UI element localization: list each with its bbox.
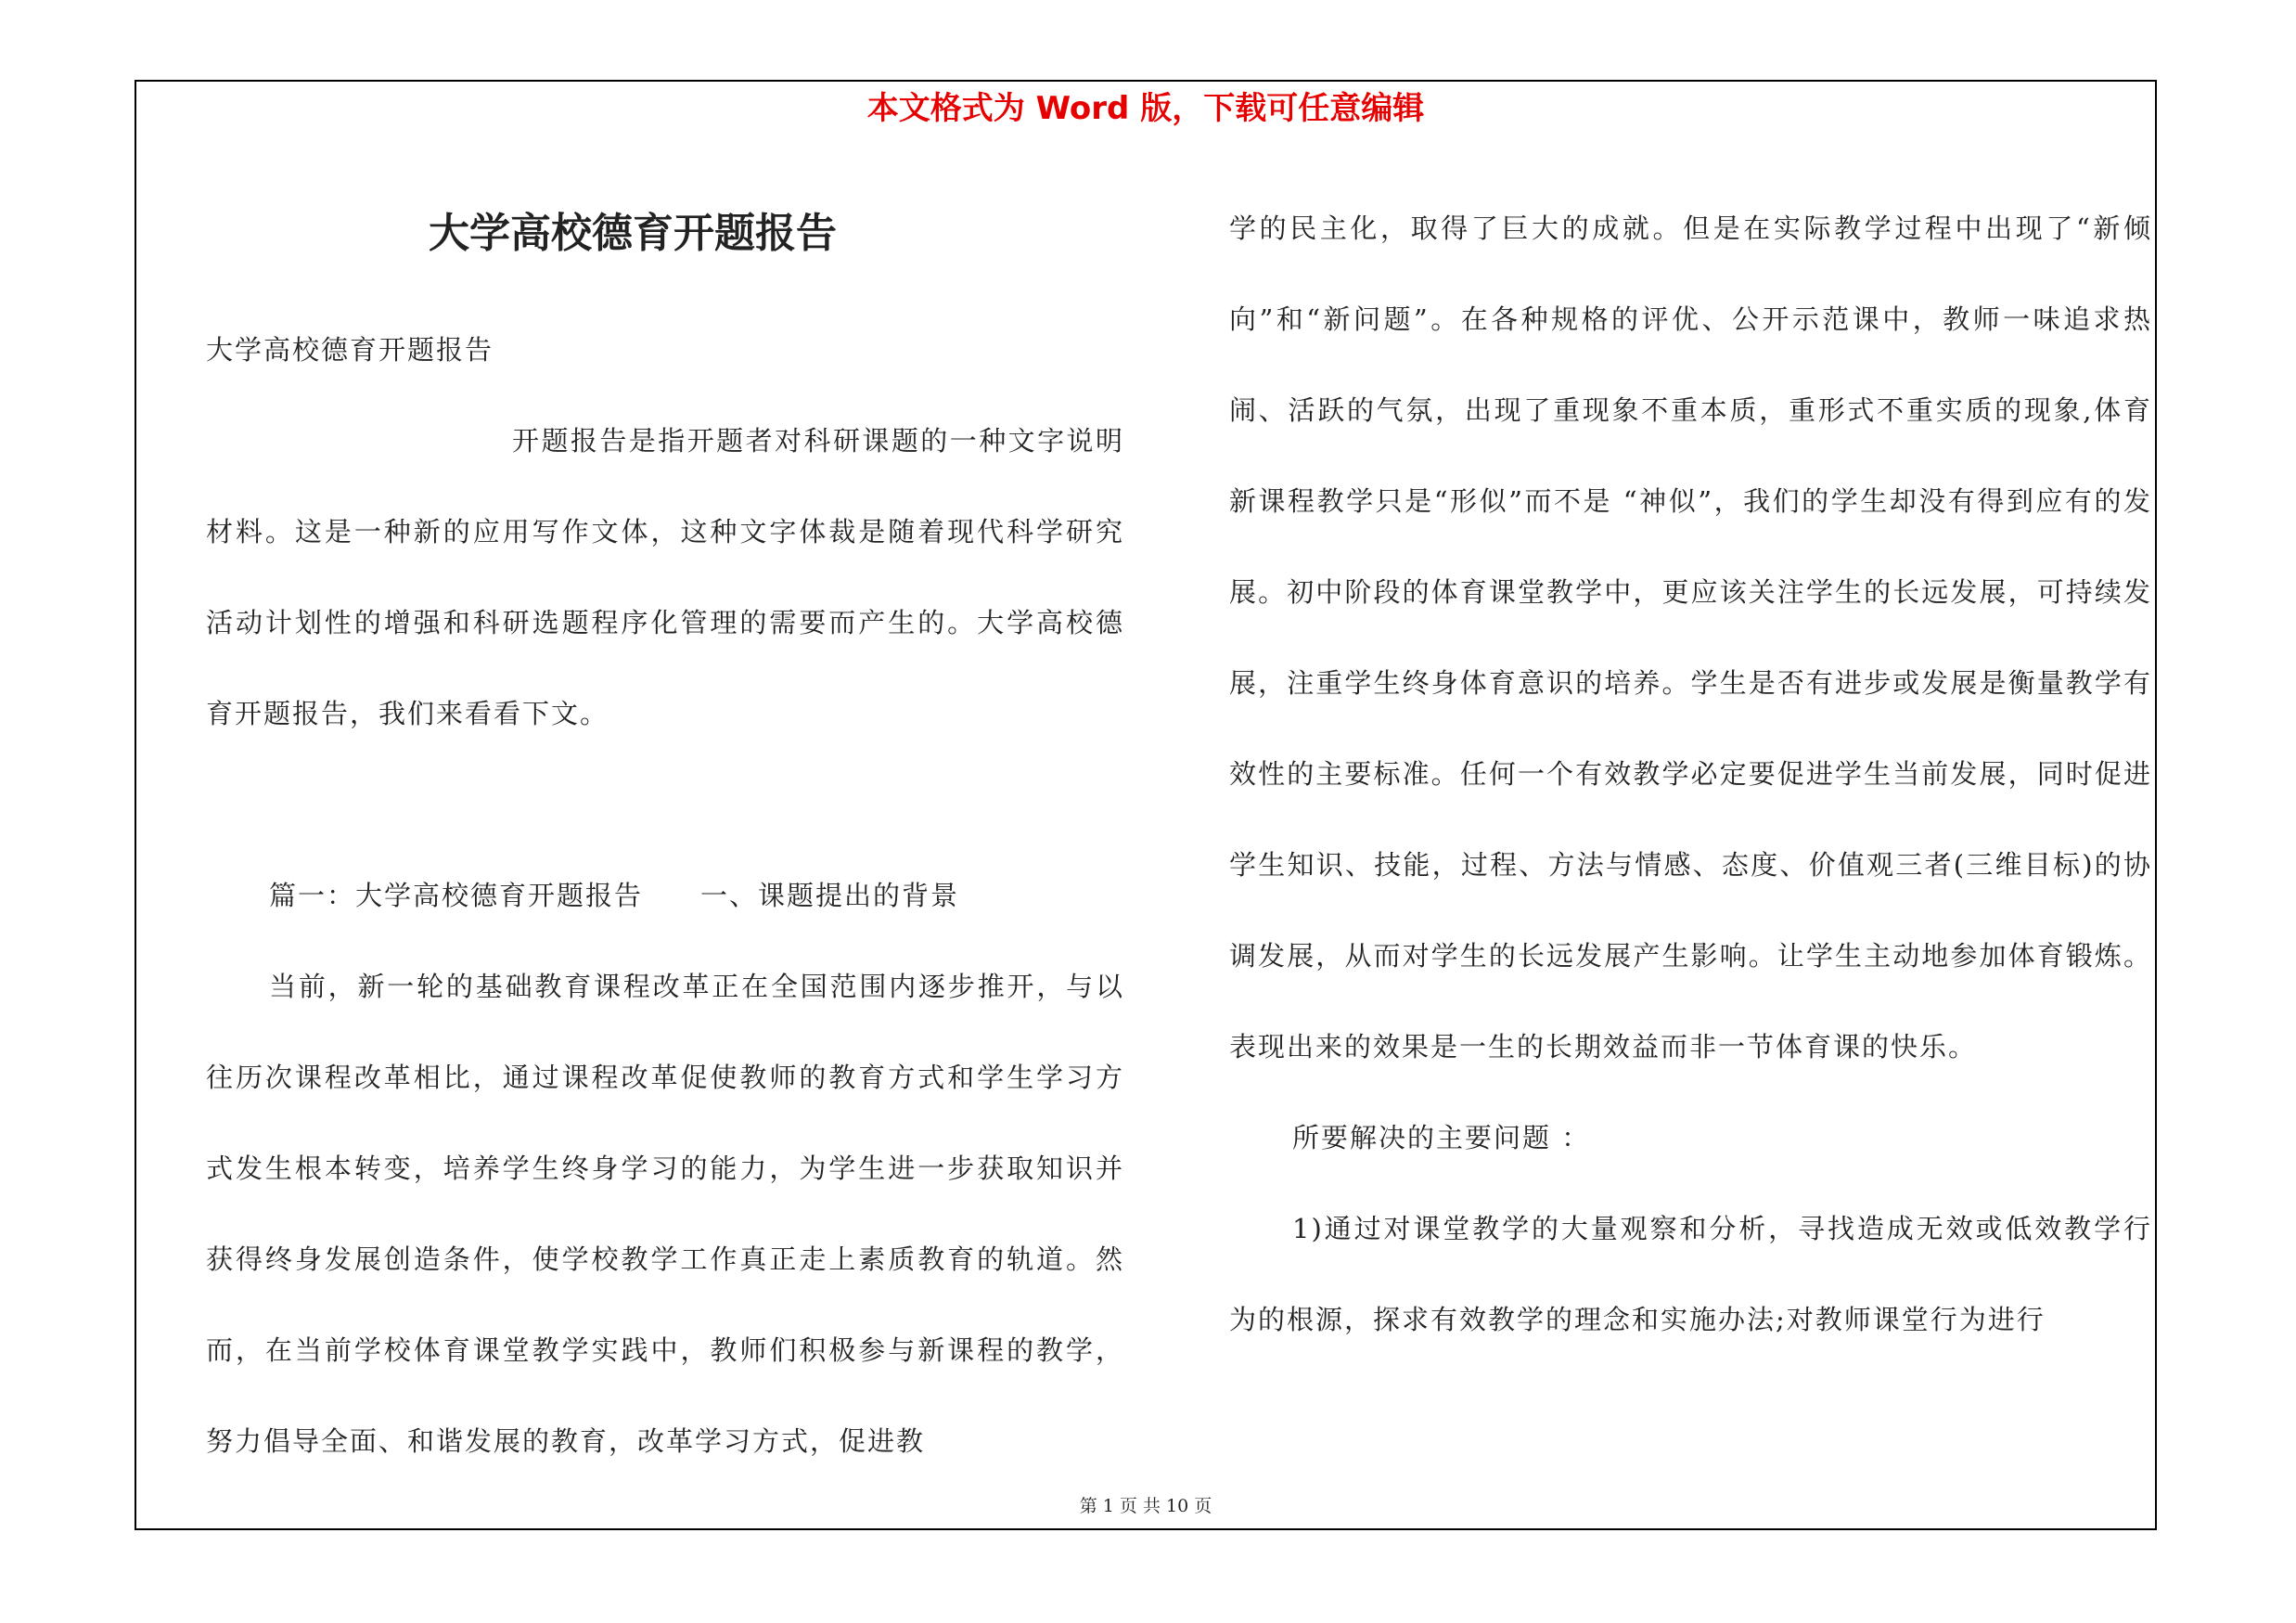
document-subtitle: 大学高校德育开题报告 (206, 334, 494, 366)
page-number: 第 1 页 共 10 页 (1079, 1496, 1212, 1516)
word-format-banner: 本文格式为 Word 版，下载可任意编辑 (866, 90, 1425, 127)
paragraph-gap (206, 759, 1124, 850)
section-heading: 篇一：大学高校德育开题报告 一、课题提出的背景 (269, 880, 960, 911)
problem-item-1: 1)通过对课堂教学的大量观察和分析，寻找造成无效或低效教学行为的根源，探求有效教学的理念和实施办法;对教师课堂行为进行 (1229, 1213, 2152, 1335)
intro-paragraph: 开题报告是指开题者对科研课题的一种文字说明材料。这是一种新的应用写作文体，这种文字体裁是随着现代科学研究活动计划性的增强和科研选题程序化管理的需要而产生的。大学高校德育开题报告，我们来看看下文。 (206, 425, 1124, 729)
problems-heading: 所要解决的主要问题 ： (1292, 1122, 1591, 1153)
continued-paragraph: 学的民主化，取得了巨大的成就。但是在实际教学过程中出现了“新倾向”和“新问题”。在各种规格的评优、公开示范课中，教师一味追求热闹、活跃的气氛，出现了重现象不重本质，重形式不重实质的现象,体育新课程教学只是“形似”而不是 “神似”，我们的学生却没有得到应有的发展。初中阶段的体育课堂教学中，更应该关注学生的长远发展，可持续发展，注重学生终身体育意识的培养。学生是否有进步或发展是衡量教学有效性的主要标准。任何一个有效教学必定要促进学生当前发展，同时促进学生知识、技能，过程、方法与情感、态度、价值观三者(三维目标)的协调发展，从而对学生的长远发展产生影响。让学生主动地参加体育锻炼。表现出来的效果是一生的长期效益而非一节体育课的快乐。 (1229, 213, 2152, 1063)
background-paragraph: 当前，新一轮的基础教育课程改革正在全国范围内逐步推开，与以往历次课程改革相比，通过课程改革促使教师的教育方式和学生学习方式发生根本转变，培养学生终身学习的能力，为学生进一步获取知识并获得终身发展创造条件，使学校教学工作真正走上素质教育的轨道。然而，在当前学校体育课堂教学实践中，教师们积极参与新课程的教学，努力倡导全面、和谐发展的教育，改革学习方式，促进教 (206, 971, 1124, 1457)
left-column (206, 204, 1124, 1487)
document-title: 大学高校德育开题报告 (429, 210, 837, 257)
right-column (1229, 183, 2152, 1365)
